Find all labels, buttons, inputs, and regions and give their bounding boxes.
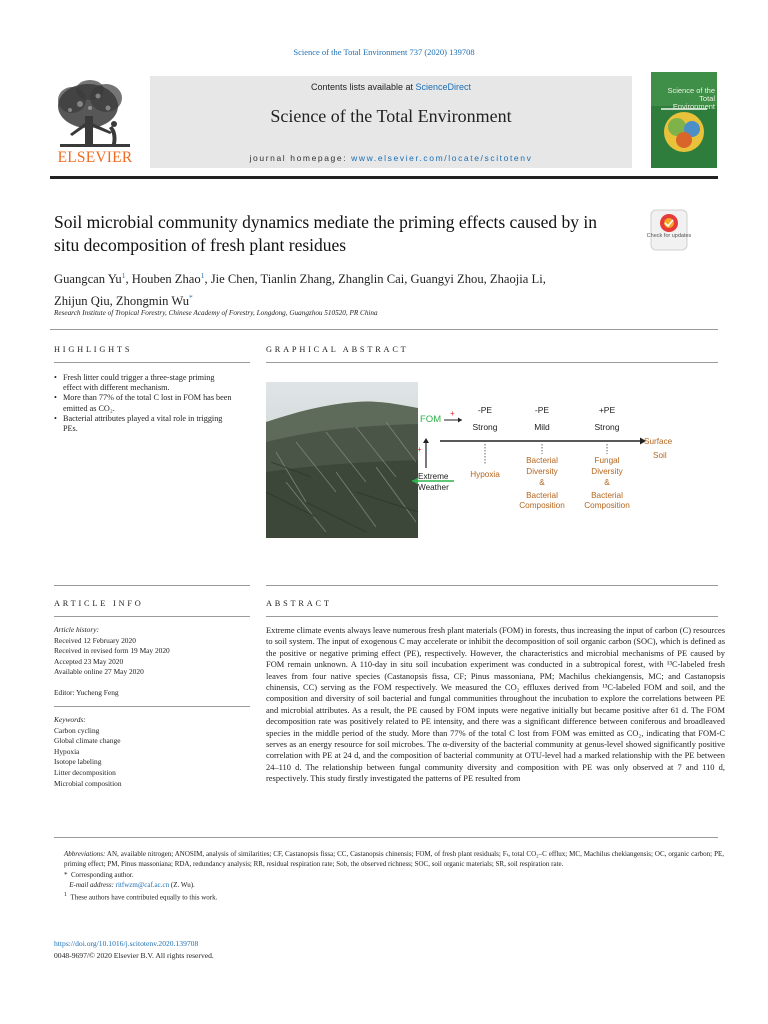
highlight-item: • Bacterial attributes played a vital role in trigging PEs. <box>54 414 234 434</box>
author-separator: , <box>483 272 490 287</box>
stage-2-driver-2: Diversity <box>526 467 558 476</box>
author-name[interactable]: Tianlin Zhang <box>260 272 332 287</box>
cover-title: Science of the Total Environment <box>667 86 715 111</box>
author-name[interactable]: Houben Zhao <box>131 272 201 287</box>
author-separator: , <box>254 272 261 287</box>
extreme-label: Extreme <box>418 472 449 481</box>
author-separator: , <box>404 272 411 287</box>
copyright: 0048-9697/© 2020 Elsevier B.V. All rights reserved. <box>54 951 214 960</box>
history-label: Article history: <box>54 625 99 634</box>
highlights-rule <box>54 362 250 363</box>
stage-3-strength: Strong <box>594 422 620 432</box>
fom-plus-sign: + <box>450 409 455 418</box>
author-affiliation-mark: 1 <box>121 271 126 280</box>
stage-3-driver-3: & <box>604 478 610 487</box>
abbreviations-label: Abbreviations: <box>64 850 106 858</box>
header-rule <box>50 176 718 179</box>
plus-sign-left: + <box>417 445 422 454</box>
surface-label: Surface <box>644 437 673 446</box>
elsevier-wordmark: ELSEVIER <box>57 149 133 166</box>
stage-2-driver-3: & <box>539 478 545 487</box>
history-accepted: Accepted 23 May 2020 <box>54 656 124 666</box>
affiliation-rule <box>50 329 718 330</box>
forest-photo-art <box>266 382 418 538</box>
plus-up-arrow-group <box>417 438 429 468</box>
abstract-text: Extreme climate events always leave numerous fresh plant materials (FOM) in forests, thus increasing the input of carbon (C) resources to soil system. The input of exogenous C may accelerate or inhibit the decomposition of soil organic carbon (SOC), which is defined as the positive or negative priming effect (PE), respectively. However, the characteristics and microbial mechanisms of PE caused by FOM remain unknown. A 110-day in situ soil incubation experiment was conducted in a subtropical forest, with ¹³C-labeled fresh leaves from four native species (Castanopsis fissa, CF; Pinus massoniana, PM; Machilus chekiangensis, MC; and Castanopsis chinensis, CC) serving as the FOM respectively. We measured the CO₂ effluxes derived from ¹³C-labeled FOM and soil, and the composition and diversity of soil bacterial and fungal communities throughout the incubation to explore the correlations between PE and microbial attributes. As a result, the PE caused by FOM inputs were negative initially but became positive after 61 d. The FOM decomposition rate was positively related to PE intensity, and there was a significant difference between coniferous and broadleaved species in the middle period of the study. More than 77% of the total C lost from FOM was emitted as CO₂, indicating that FOM-C serves as an energy resource for soil microbes. The α-diversity of the bacterial community at genus-level showed significantly positive correlation with PE at 24 d, and the composition of bacterial community at OTU-level had a marked relationship with the PE between 24–110 d. The relationship between fungal community diversity and composition with PE was only observed at 7 and 110 d, respectively. This study firstly investigated the patterns of PE resulted from <box>266 625 725 784</box>
graphical-abstract-bottom-rule <box>266 585 718 586</box>
stage-2-driver-1: Bacterial <box>526 456 558 465</box>
author-line-1 <box>54 267 694 289</box>
stage-3 <box>584 405 630 510</box>
author-line-2 <box>54 289 694 311</box>
stage-1 <box>470 405 500 479</box>
abstract-bottom-rule <box>54 837 718 838</box>
article-info-heading: ARTICLE INFO <box>54 599 144 608</box>
contents-line <box>150 82 632 92</box>
keywords <box>54 715 250 789</box>
email-label: E-mail address: <box>69 880 114 889</box>
highlight-item: • More than 77% of the total C lost in FOM has been emitted as CO₂. <box>54 393 234 413</box>
sciencedirect-link[interactable]: ScienceDirect <box>415 82 472 92</box>
equal-contribution-text: These authors have contributed equally to this work. <box>70 893 218 902</box>
stage-2-strength: Mild <box>534 422 550 432</box>
keyword-item: Hypoxia <box>54 746 80 756</box>
up-arrowhead <box>423 438 429 443</box>
homepage-prefix: journal homepage: <box>249 153 352 163</box>
keyword-item: Global climate change <box>54 736 121 746</box>
check-for-updates-badge[interactable] <box>650 209 688 251</box>
abbreviations-text: AN, available nitrogen; ANOSIM, analysis of similarities; CF, Castanopsis fissa; CC, Castanopsis chinensis; FOM, of fresh plant residuals; Fₜ, total CO₂–C efflux; MC, Machilus chekiangensis; OC, organic carbon; PE, priming effect; PM, Pinus massoniana; RDA, redundancy analysis; RR, residual respiration rate; Sob, the observed richness; SOC, soil organic materials; SR, soil respiration rate. <box>64 850 724 869</box>
keyword-item: Microbial composition <box>54 778 122 788</box>
fallen-trees-photo <box>266 382 418 538</box>
stage-3-driver-1: Fungal <box>594 456 620 465</box>
article-info-rule <box>54 616 250 617</box>
check-for-updates-label: Check for updates <box>646 233 692 239</box>
journal-homepage-link[interactable]: www.elsevier.com/locate/scitotenv <box>351 153 533 163</box>
contents-prefix: Contents lists available at <box>310 82 416 92</box>
highlights-heading: HIGHLIGHTS <box>54 345 133 354</box>
stage-1-driver: Hypoxia <box>470 470 500 479</box>
author-list <box>54 267 694 310</box>
graphical-abstract-heading: GRAPHICAL ABSTRACT <box>266 345 409 354</box>
graphical-abstract-rule <box>266 362 718 363</box>
author-name[interactable]: Zhanglin Cai <box>338 272 405 287</box>
author-separator: , <box>109 293 116 308</box>
editor: Editor: Yucheng Feng <box>54 688 119 697</box>
stage-2-driver-5: Composition <box>519 501 565 510</box>
author-affiliation-mark: 1 <box>200 271 205 280</box>
corresponding-footnote <box>54 870 724 880</box>
keywords-label: Keywords: <box>54 715 86 724</box>
corresponding-text: Corresponding author. <box>71 870 134 879</box>
footnotes <box>54 849 724 903</box>
author-name[interactable]: Jie Chen <box>210 272 255 287</box>
author-affiliation-mark: * <box>189 292 193 302</box>
abstract-heading: ABSTRACT <box>266 599 332 608</box>
corresponding-mark: * <box>64 870 68 879</box>
highlights-list <box>54 373 234 434</box>
fom-label-group <box>420 409 462 425</box>
history-revised: Received in revised form 19 May 2020 <box>54 646 170 656</box>
equal-mark: 1 <box>64 892 67 899</box>
soil-label: Soil <box>653 451 667 460</box>
author-separator: , <box>204 272 211 287</box>
graphical-abstract-diagram <box>418 382 680 538</box>
weather-label: Weather <box>418 483 449 492</box>
stage-3-sign: +PE <box>598 405 616 415</box>
author-name[interactable]: Zhijun Qiu <box>54 293 110 308</box>
article-title: Soil microbial community dynamics mediate the priming effects caused by in situ decomposition of fresh plant residues <box>54 212 598 255</box>
email-suffix: (Z. Wu). <box>169 880 195 889</box>
keyword-item: Isotope labeling <box>54 757 102 767</box>
fom-label: FOM <box>420 414 442 425</box>
doi-link[interactable]: https://doi.org/10.1016/j.scitotenv.2020.139708 <box>54 939 199 948</box>
author-name[interactable]: Zhaojia Li <box>489 272 543 287</box>
stage-2-driver-4: Bacterial <box>526 491 558 500</box>
stage-2 <box>519 405 565 510</box>
email-link[interactable]: ritfwzm@caf.ac.cn <box>115 880 170 889</box>
author-separator: , <box>125 272 132 287</box>
history-online: Available online 27 May 2020 <box>54 667 144 677</box>
stage-1-strength: Strong <box>472 422 498 432</box>
stage-2-sign: -PE <box>534 405 550 415</box>
keywords-rule <box>54 706 250 707</box>
article-history <box>54 625 250 678</box>
extreme-weather-group <box>412 472 454 492</box>
affiliation: Research Institute of Tropical Forestry, Chinese Academy of Forestry, Longdong, Guangzhou 510520, PR China <box>54 309 378 317</box>
author-separator: , <box>542 272 546 287</box>
abbreviations-footnote <box>54 849 724 870</box>
history-received: Received 12 February 2020 <box>54 635 136 645</box>
fom-arrowhead <box>458 418 462 423</box>
author-name[interactable]: Guangcan Yu <box>54 272 122 287</box>
stage-3-driver-5: Composition <box>584 501 630 510</box>
author-name[interactable]: Guangyi Zhou <box>410 272 484 287</box>
journal-homepage-line <box>150 153 632 163</box>
stage-3-driver-2: Diversity <box>591 467 623 476</box>
author-separator: , <box>331 272 339 287</box>
keyword-item: Litter decomposition <box>54 767 116 777</box>
highlights-bottom-rule <box>54 585 250 586</box>
author-name[interactable]: Zhongmin Wu <box>115 293 189 308</box>
stage-1-sign: -PE <box>477 405 493 415</box>
highlight-item: • Fresh litter could trigger a three-stage priming effect with different mechanism. <box>54 373 234 393</box>
abstract-rule <box>266 616 718 617</box>
email-footnote <box>54 880 724 890</box>
journal-title: Science of the Total Environment <box>270 106 512 126</box>
journal-reference[interactable]: Science of the Total Environment 737 (2020) 139708 <box>293 47 475 57</box>
equal-contribution-footnote <box>54 890 724 903</box>
keyword-item: Carbon cycling <box>54 725 100 735</box>
stage-3-driver-4: Bacterial <box>591 491 623 500</box>
